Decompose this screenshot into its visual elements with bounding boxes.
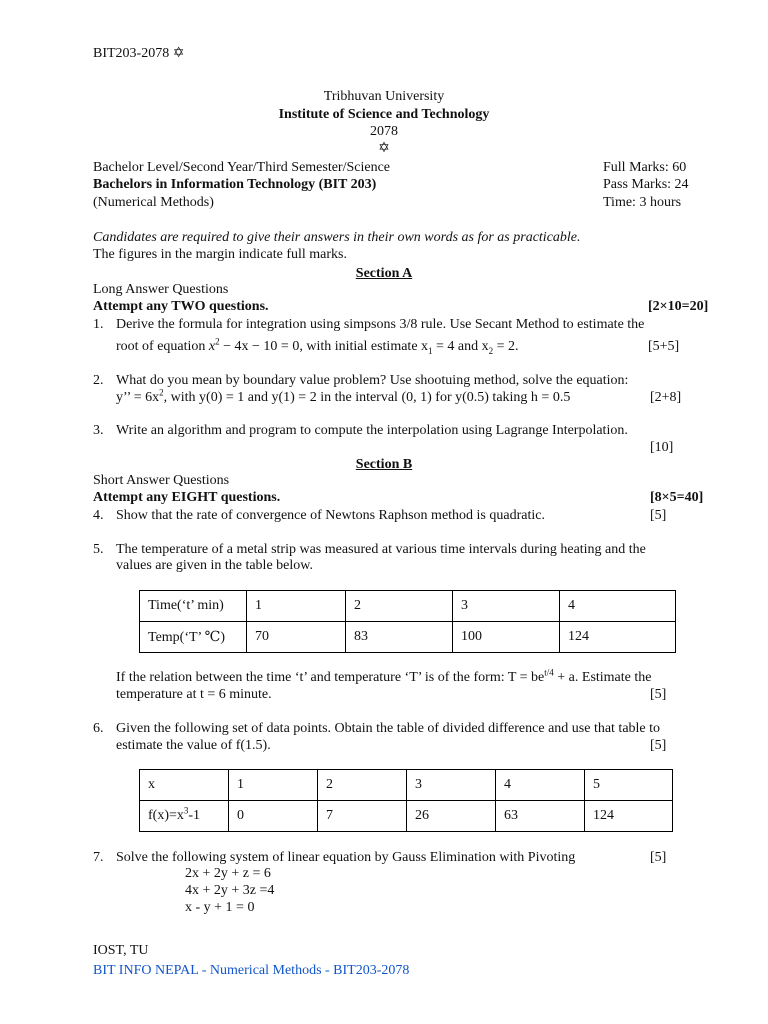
- question-number: 4.: [93, 508, 104, 523]
- q3-marks: [10]: [650, 440, 674, 455]
- q3-line-1: Write an algorithm and program to compute the interpolation using Lagrange Interpolation.: [116, 423, 628, 438]
- level-line: Bachelor Level/Second Year/Third Semester/Science: [93, 160, 391, 175]
- section-a-subtitle: Long Answer Questions: [93, 282, 229, 297]
- subject-line: (Numerical Methods): [93, 195, 214, 210]
- q7-line-1: Solve the following system of linear equation by Gauss Elimination with Pivoting: [116, 850, 576, 865]
- star-icon: ✡: [378, 141, 390, 156]
- fx-exponent: 3: [183, 805, 189, 816]
- question-number: 6.: [93, 721, 104, 736]
- q6-line-1: Given the following set of data points. Obtain the table of divided difference and use that table to: [116, 721, 661, 736]
- table-row: [140, 801, 673, 832]
- table-cell: 100: [453, 622, 560, 653]
- paper-code-text: BIT203-2078: [93, 46, 170, 61]
- table-cell: 7: [318, 801, 407, 832]
- q1-sub-1: 1: [428, 345, 433, 356]
- paper-code: [93, 45, 184, 62]
- table-cell: 3: [407, 770, 496, 801]
- table-cell: 2: [318, 770, 407, 801]
- table-row: [140, 591, 676, 622]
- fx-label-2: -1: [188, 808, 201, 823]
- section-b-title: Section B: [355, 457, 413, 472]
- q5-relation-text-2: + a. Estimate the: [553, 670, 652, 685]
- instruction-line-2: The figures in the margin indicate full marks.: [93, 247, 348, 262]
- section-b-marks: [8×5=40]: [650, 490, 704, 505]
- table-cell: 124: [560, 622, 676, 653]
- question-number: 5.: [93, 542, 104, 557]
- pass-marks: Pass Marks: 24: [603, 177, 689, 192]
- q5-line-1: The temperature of a metal strip was measured at various time intervals during heating and the: [116, 542, 646, 557]
- table-cell: x: [140, 770, 229, 801]
- q2-line-1: What do you mean by boundary value problem? Use shootuing method, solve the equation:: [116, 373, 629, 388]
- q1-text-2: = 4 and x: [432, 339, 489, 354]
- exam-year: 2078: [370, 124, 398, 139]
- table-cell: 63: [496, 801, 585, 832]
- table-cell: 83: [346, 622, 453, 653]
- q2-line-2: [116, 389, 570, 406]
- table-cell: 70: [247, 622, 346, 653]
- q5-estimate-line: temperature at t = 6 minute.: [116, 687, 272, 702]
- fx-label: f(x)=x: [148, 808, 184, 823]
- q5-exponent: t/4: [544, 667, 554, 678]
- instruction-line-1: Candidates are required to give their answers in their own words as for as practicable.: [93, 230, 581, 245]
- section-b-attempt: Attempt any EIGHT questions.: [93, 490, 281, 505]
- table-cell: 5: [585, 770, 673, 801]
- q5-marks: [5]: [650, 687, 667, 702]
- q7-equation-1: 2x + 2y + z = 6: [185, 866, 271, 881]
- question-number: 3.: [93, 423, 104, 438]
- question-number: 2.: [93, 373, 104, 388]
- q7-marks: [5]: [650, 850, 667, 865]
- q5-line-2: values are given in the table below.: [116, 558, 313, 573]
- table-cell: 1: [247, 591, 346, 622]
- table-cell: 124: [585, 801, 673, 832]
- full-marks: Full Marks: 60: [603, 160, 687, 175]
- program-line: Bachelors in Information Technology (BIT 203): [93, 177, 377, 192]
- q7-equation-3: x - y + 1 = 0: [185, 900, 255, 915]
- q6-marks: [5]: [650, 738, 667, 753]
- table-cell: [140, 801, 229, 832]
- q4-marks: [5]: [650, 508, 667, 523]
- q2-marks: [2+8]: [650, 390, 682, 405]
- table-row: [140, 622, 676, 653]
- q2-text-2: , with y(0) = 1 and y(1) = 2 in the interval (0, 1) for y(0.5) taking h = 0.5: [163, 390, 571, 405]
- footer-iost: IOST, TU: [93, 943, 149, 958]
- table-cell: 4: [560, 591, 676, 622]
- q2-text: y’’ = 6x: [116, 390, 160, 405]
- q4-line-1: Show that the rate of convergence of Newtons Raphson method is quadratic.: [116, 508, 545, 523]
- table-row: [140, 770, 673, 801]
- q1-text-3: = 2.: [493, 339, 519, 354]
- q6-line-2: estimate the value of f(1.5).: [116, 738, 271, 753]
- q1-equation: − 4x − 10 = 0, with initial estimate x: [219, 339, 429, 354]
- table-cell: 0: [229, 801, 318, 832]
- time-allowed: Time: 3 hours: [603, 195, 682, 210]
- temperature-table: [139, 590, 676, 653]
- institute-name: Institute of Science and Technology: [278, 107, 490, 122]
- q1-text: root of equation: [116, 339, 209, 354]
- table-cell: Temp(‘T’ ℃): [140, 622, 247, 653]
- q1-marks: [5+5]: [648, 339, 680, 354]
- q1-sub-2: 2: [488, 345, 494, 356]
- question-number: 7.: [93, 850, 104, 865]
- question-number: 1.: [93, 317, 104, 332]
- footer-source-link[interactable]: BIT INFO NEPAL - Numerical Methods - BIT203-2078: [93, 963, 410, 978]
- q1-line-1: Derive the formula for integration using simpsons 3/8 rule. Use Secant Method to estimate the: [116, 317, 645, 332]
- table-cell: Time(‘t’ min): [140, 591, 247, 622]
- university-name: Tribhuvan University: [323, 89, 445, 104]
- section-a-marks: [2×10=20]: [648, 299, 709, 314]
- q7-equation-2: 4x + 2y + 3z =4: [185, 883, 275, 898]
- star-icon: ✡: [172, 46, 185, 61]
- q1-exponent: 2: [215, 336, 220, 347]
- q5-relation-line: [116, 669, 651, 686]
- table-cell: 2: [346, 591, 453, 622]
- table-cell: 3: [453, 591, 560, 622]
- section-b-subtitle: Short Answer Questions: [93, 473, 230, 488]
- section-a-title: Section A: [355, 266, 413, 281]
- q2-exponent: 2: [159, 387, 164, 398]
- q1-var-x: x: [208, 339, 216, 354]
- table-cell: 1: [229, 770, 318, 801]
- table-cell: 4: [496, 770, 585, 801]
- data-points-table: [139, 769, 673, 832]
- q5-relation-text: If the relation between the time ‘t’ and temperature ‘T’ is of the form: T = be: [116, 670, 545, 685]
- section-a-attempt: Attempt any TWO questions.: [93, 299, 269, 314]
- q1-line-2: [116, 338, 519, 355]
- table-cell: 26: [407, 801, 496, 832]
